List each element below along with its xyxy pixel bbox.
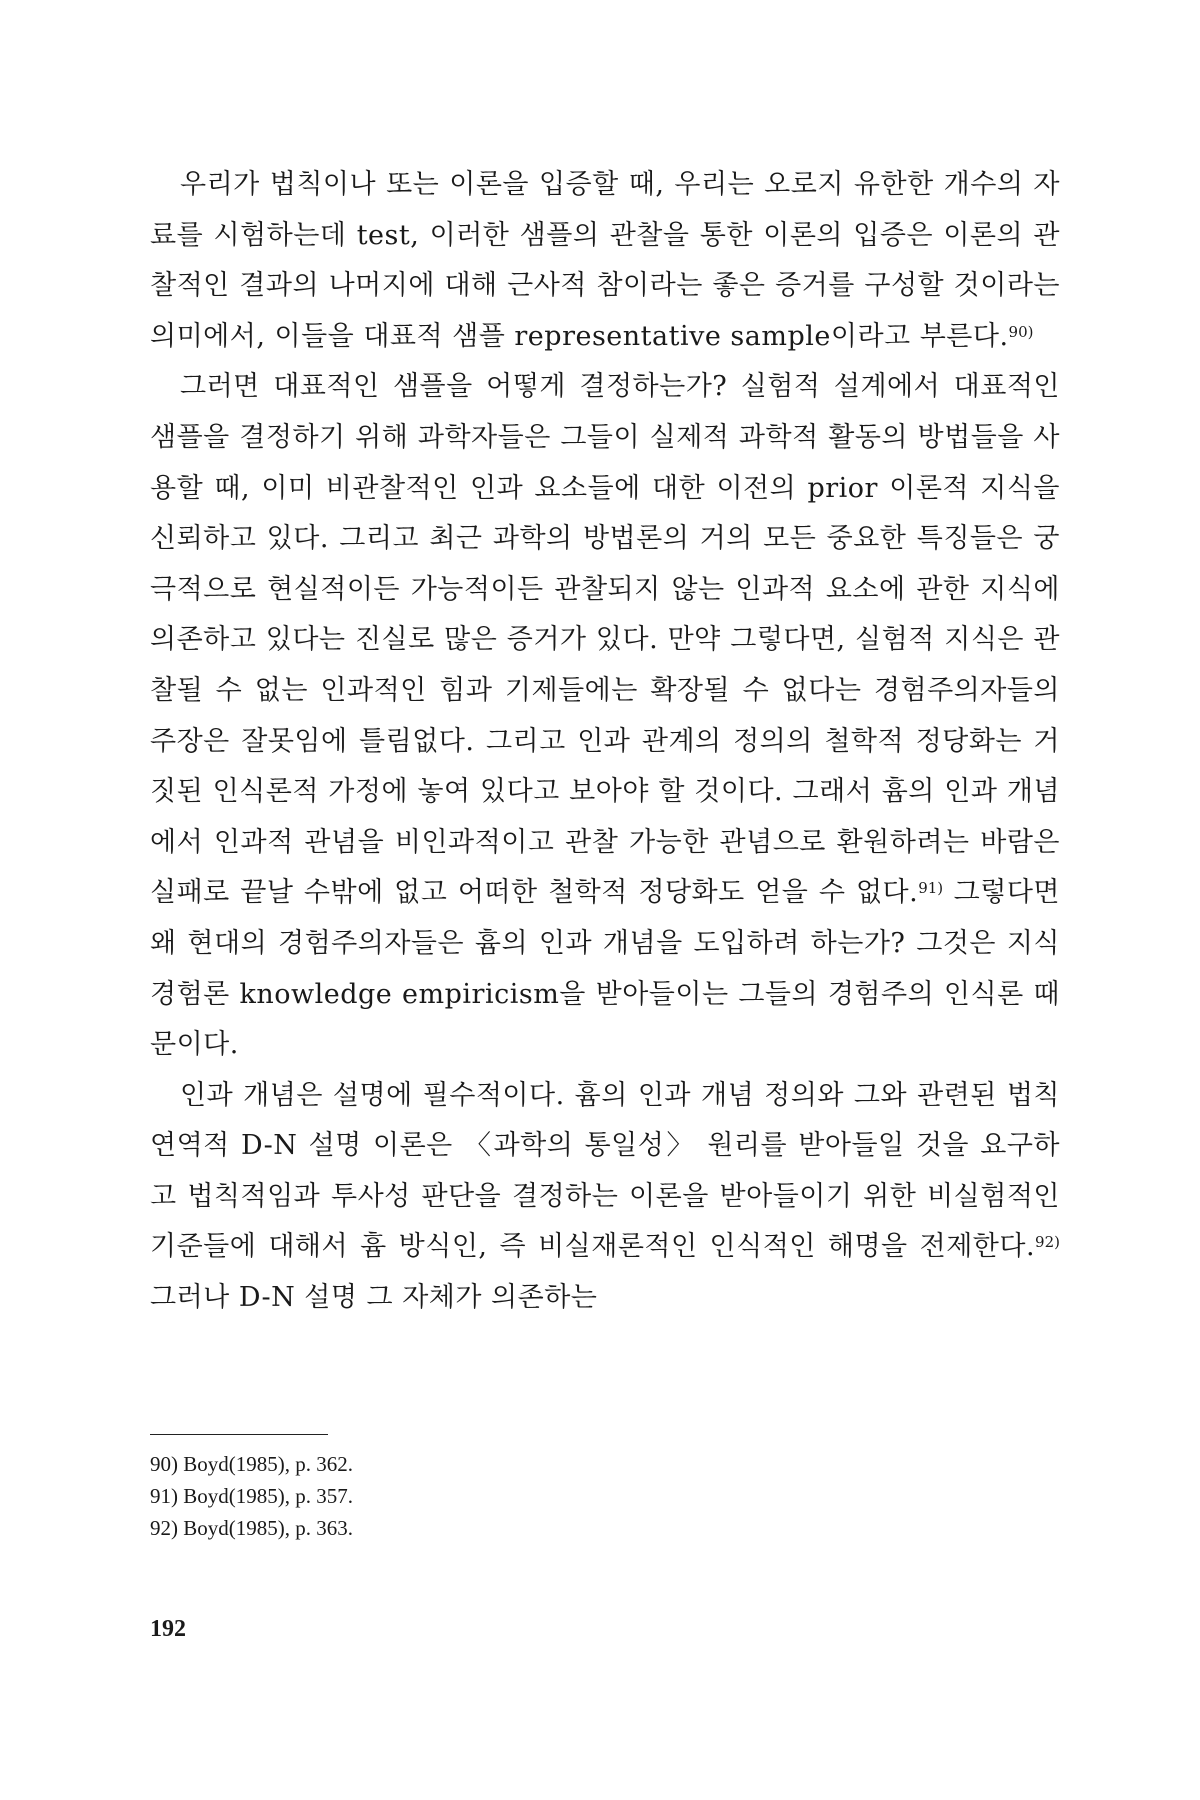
page-number: 192 [150, 1616, 186, 1642]
paragraph-2 [150, 362, 1060, 1070]
body-text [150, 160, 1060, 1324]
paragraph-3-text-b: 그러나 D-N 설명 그 자체가 의존하는 [150, 1282, 598, 1314]
footnotes [150, 1448, 750, 1544]
footnote-ref-92: 92) [1035, 1233, 1060, 1252]
paragraph-3-text-a: 인과 개념은 설명에 필수적이다. 흄의 인과 개념 정의와 그와 관련된 법칙 연역적 D-N 설명 이론은 〈과학의 통일성〉 원리를 받아들일 것을 요구하고 법칙적임과 투사성 판단을 결정하는 이론을 받아들이기 위한 비실험적인 기준들에 대해서 흄 방식인, 즉 비실재론적인 인식적인 해명을 전제한다. [150, 1079, 1060, 1263]
paragraph-3 [150, 1071, 1060, 1324]
footnote-ref-91: 91) [918, 879, 944, 898]
footnote-ref-90: 90) [1008, 322, 1034, 341]
footnote-90: 90) Boyd(1985), p. 362. [150, 1452, 353, 1476]
footnote-divider [150, 1434, 328, 1435]
paragraph-1-text: 우리가 법칙이나 또는 이론을 입증할 때, 우리는 오로지 유한한 개수의 자료를 시험하는데 test, 이러한 샘플의 관찰을 통한 이론의 입증은 이론의 관찰적인 결과의 나머지에 대해 근사적 참이라는 좋은 증거를 구성할 것이라는 의미에서, 이들을 대표적 샘플 representative sample이라고 부른다. [150, 169, 1060, 352]
paragraph-2-text-b: 그렇다면 왜 현대의 경험주의자들은 흄의 인과 개념을 도입하려 하는가? 그것은 지식경험론 knowledge empiricism을 받아들이는 그들의 경험주의 인식론 때문이다. [150, 877, 1060, 1061]
paragraph-1 [150, 160, 1060, 362]
paragraph-2-text-a: 그러면 대표적인 샘플을 어떻게 결정하는가? 실험적 설계에서 대표적인 샘플을 결정하기 위해 과학자들은 그들이 실제적 과학적 활동의 방법들을 사용할 때, 이미 비관찰적인 인과 요소들에 대한 이전의 prior 이론적 지식을 신뢰하고 있다. 그리고 최근 과학의 방법론의 거의 모든 중요한 특징들은 궁극적으로 현실적이든 가능적이든 관찰되지 않는 인과적 요소에 관한 지식에 의존하고 있다는 진실로 많은 증거가 있다. 만약 그렇다면, 실험적 지식은 관찰될 수 없는 인과적인 힘과 기제들에는 확장될 수 없다는 경험주의자들의 주장은 잘못임에 틀림없다. 그리고 인과 관계의 정의의 철학적 정당화는 거짓된 인식론적 가정에 놓여 있다고 보아야 할 것이다. 그래서 흄의 인과 개념에서 인과적 관념을 비인과적이고 관찰 가능한 관념으로 환원하려는 바람은 실패로 끝날 수밖에 없고 어떠한 철학적 정당화도 얻을 수 없다. [150, 371, 1060, 909]
footnote-92: 92) Boyd(1985), p. 363. [150, 1516, 353, 1540]
footnote-91: 91) Boyd(1985), p. 357. [150, 1484, 353, 1508]
